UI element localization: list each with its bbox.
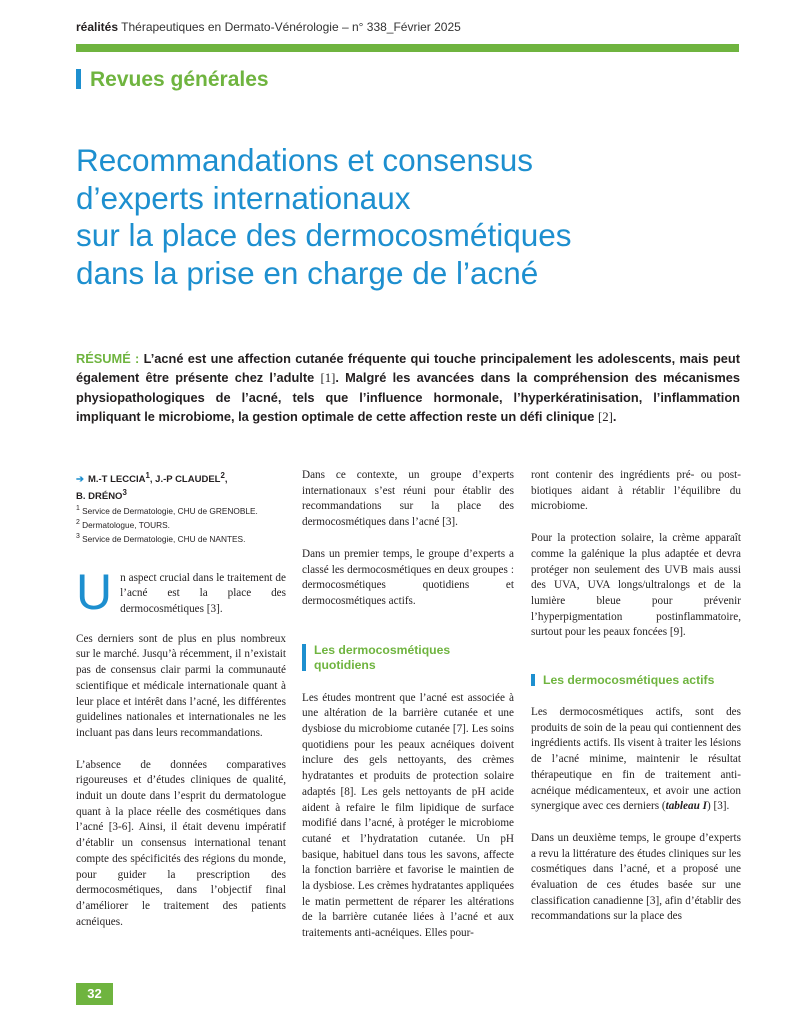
abstract-text: . Malgré les avancées dans la compréhension des mécanismes physiopathologiques de l’acné, tels que l’influence hormonale, l’hyperkératinisation, l’inflammation impliquant le microbiome, la gestion optimale de cette affection reste un défi clinique	[76, 370, 740, 424]
abstract-ref: [1]	[320, 371, 336, 385]
title-line: dans la prise en charge de l’acné	[76, 254, 539, 291]
running-header	[76, 20, 461, 34]
journal-issue: Thérapeutiques en Dermato-Vénérologie – n° 338_Février 2025	[121, 20, 461, 34]
journal-brand: réalités	[76, 20, 119, 34]
column-2	[302, 468, 514, 942]
article-title	[76, 142, 716, 292]
affiliation: $^1$ Service de Dermatologie, CHU de GRENOBLE.	[76, 505, 258, 517]
abstract-label: RÉSUMÉ :	[76, 351, 140, 366]
paragraph: L’absence de données comparatives rigoureuses et d’études cliniques de qualité, induit un doute dans l’esprit du dermatologue quant à la place réelle des cosmétiques dans l’acné [3-6]. Ainsi, il était devenu impératif d’établir un consensus international tenant compte des spécificités des régions du monde, pour guider la prescription des dermocosmétiques, dans l’objectif final d’améliorer le traitement des patients acnéiques.	[76, 758, 286, 928]
title-line: Recommandations et consensus	[76, 142, 533, 178]
section-marker	[76, 69, 81, 89]
abstract-ref: [2]	[597, 410, 613, 424]
abstract-text: L’acné est une affection cutanée fréquente qui touche principalement les adolescents, mais peut également être présente chez l’adulte	[76, 351, 740, 385]
abstract	[76, 349, 740, 427]
subheading: Les dermocosmétiques actifs	[531, 673, 741, 688]
paragraph: ront contenir des ingrédients pré- ou post-biotiques aidant à rétablir l’équilibre du microbiome.	[531, 469, 741, 513]
column-3	[531, 468, 741, 925]
section-label	[76, 68, 269, 92]
affiliation: $^3$ Service de Dermatologie, CHU de NANTES.	[76, 532, 246, 544]
paragraph: Les études montrent que l’acné est associée à une altération de la barrière cutanée et une dysbiose du microbiome cutanée [7]. Les soins quotidiens pour les peaux acnéiques doivent inclure des gels nettoyants, des crèmes hydratantes et produits de protection solaire adaptés [8]. Les gels nettoyants de pH acide aident à refaire le film lipidique de surface modifié dans l’acné, à protéger le microbiome cutané et l’hydratation cutanée. Un pH basique, habituel dans tous les savons, affecte la fonction barrière et favorise le maintien de la dysbiose. Les crèmes hydratantes appliquées le matin permettent de réparer les altérations de la barrière cutanée liées à l’acné et aux traitements anti-acnéiques. Elles pour-	[302, 691, 514, 940]
paragraph: Les dermocosmétiques actifs, sont des produits de soin de la peau qui contiennent des ingrédients actifs. Ils visent à traiter les lésions de l’acné minime, maintenir le résultat thérapeutique en fin de traitement anti-acnéique médicamenteux, et avoir une action synergique avec ces derniers (tableau I) [3].	[531, 706, 741, 813]
title-line: sur la place des dermocosmétiques	[76, 217, 572, 253]
paragraph: Dans ce contexte, un groupe d’experts internationaux s’est réuni pour établir des recommandations sur la place des dermocosmétiques dans l’acné [3].	[302, 469, 514, 529]
paragraph: Dans un premier temps, le groupe d’experts a classé les dermocosmétiques en deux groupes : dermocosmétiques quotidiens et dermocosmétiques actifs.	[302, 547, 514, 607]
intro	[76, 563, 286, 620]
paragraph: Pour la protection solaire, la crème apparaît comme la galénique la plus adaptée et devra protéger non seulement des UVB mais aussi des UVA, UVA longs/ultralongs et de la lumière bleue pour prévenir l’hyperpigmentation postinflammatoire, surtout pour les peaux foncées [9].	[531, 532, 741, 639]
page-number: 32	[76, 983, 113, 1005]
drop-cap: U	[76, 563, 113, 620]
authors: ➔ M.-T LECCIA$^1$, J.-P CLAUDEL$^2$, B. DRÉNO$^3$	[76, 471, 228, 502]
column-1	[76, 468, 286, 930]
affiliation: $^2$ Dermatologue, TOURS.	[76, 519, 170, 530]
arrow-right-icon: ➔	[76, 474, 84, 486]
abstract-text: .	[612, 409, 617, 424]
subheading-marker	[531, 674, 535, 686]
paragraph: Ces derniers sont de plus en plus nombreux sur le marché. Jusqu’à récemment, il n’existait pas de consensus clair parmi la communauté scientifique et médicale internationale quant à leur place et intérêt dans l’acné, les différentes guidelines nationales et internationales ne les incluant pas dans leurs recommandations.	[76, 632, 286, 739]
section-label-text: Revues générales	[90, 68, 269, 91]
title-line: d’experts internationaux	[76, 179, 411, 216]
table-reference: tableau I	[665, 800, 707, 813]
paragraph: n aspect crucial dans le traitement de l’acné est la place des dermocosmétiques [3].	[120, 571, 286, 616]
paragraph: Dans un deuxième temps, le groupe d’experts a revu la littérature des études cliniques sur les cosmétiques dans l’acné, et a proposé une évaluation de ces études basée sur une classification canadienne [3], afin d’établir des recommandations sur la place des	[531, 831, 741, 923]
affiliations	[76, 503, 286, 544]
subheading-marker	[302, 644, 306, 671]
header-rule	[76, 44, 739, 52]
subheading: Les dermocosmétiques quotidiens	[302, 643, 514, 673]
